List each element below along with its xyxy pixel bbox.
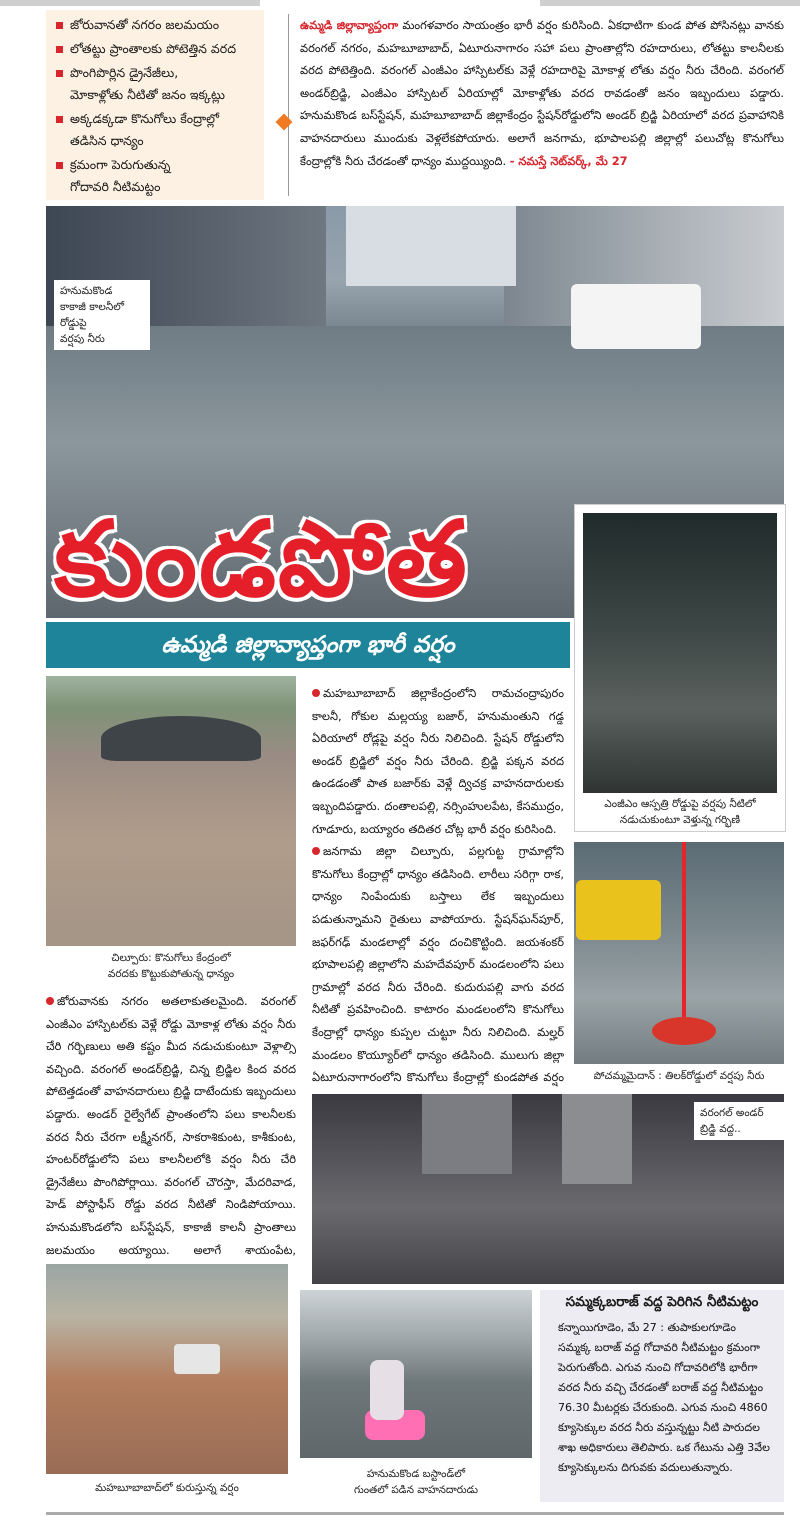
highlights-box (46, 10, 264, 200)
photo-caption: హనుమకొండ బస్టాండ్‌లో గుంతలో పడిన వాహనదారుడు (353, 1468, 479, 1496)
middle-column-text (312, 682, 564, 1134)
main-photo-caption: హనుమకొండ కాకాజీ కాలనీలో రోడ్డుపై వర్షపు నీరు (54, 280, 150, 350)
highlight-item: క్రమంగా పెరుగుతున్న గోదావరి నీటిమట్టం (56, 154, 170, 198)
sub-headline-banner: ఉమ్మడి జిల్లావ్యాప్తంగా భారీ వర్షం (46, 622, 570, 668)
highlight-item: పొంగిపొర్లిన డ్రైనేజీలు, మోకాళ్లోతు నీటితో జనం ఇక్కట్లు (56, 62, 225, 106)
underbridge-photo (312, 1094, 784, 1284)
grain-photo (46, 676, 296, 946)
side-story-box (540, 1290, 784, 1502)
diamond-icon (276, 114, 293, 131)
paragraph: జనగామ జిల్లా చిల్పూరు, పల్లగుట్ట గ్రామాల్లోని కొనుగోలు కేంద్రాల్లో ధాన్యం తడిసింది. లారీలు సరిగ్గా రాక, ధాన్యం నింపేందుకు బస్తాలు లేక ఇబ్బందులు పడుతున్నామని రైతులు వాపోయారు. స్టేషన్‌ఘన్‌పూర్, జఫర్‌గఢ్ మండలాల్లో వర్షం దంచికొట్టింది. జయశంకర్ భూపాలపల్లి జిల్లాలోని మహదేవపూర్ మండలంలోని పలు గ్రామాల్లో వరద నీరు చేరింది. కుదురుపల్లి వాగు వరద నీటితో ప్రవహించింది. కాటారం మండలంలోని కొనుగోలు కేంద్రాల్లో ధాన్యం కుప్పల చుట్టూ నీరు నిలిచింది. మల్హర్ మండలం కొయ్యూర్‌లో ధాన్యం తడిసింది. ములుగు జిల్లా ఏటూరునాగారంలోని కొనుగోలు కేంద్రాల్లో కుండపోత వర్షం (312, 844, 564, 1085)
hospital-road-photo (574, 504, 786, 832)
highlight-item: జోరువానతో నగరం జలమయం (56, 14, 219, 36)
bottom-rule (46, 1512, 784, 1515)
intro-paragraph: ఉమ్మడి జిల్లావ్యాప్తంగా మంగళవారం సాయంత్రం భారీ వర్షం కురిసింది. ఏకధాటిగా కుండ పోత పోసినట్లు వానకు వరంగల్ నగరం, మహబూబాబాద్, ఏటూరునాగారం సహా పలు ప్రాంతాల్లోని రహదారులు, లోతట్టు కాలనీలకు వరద పోటెత్తింది. వరంగల్ ఎంజీఎం హాస్పిటల్‌కు వెళ్లే రహదారిపై మోకాళ్ల లోతు వర్షం నీరు చేరింది. వరంగల్ అండర్‌బ్రిడ్జి, ఎంజీఎం హాస్పిటల్ ఏరియాల్లో మోకాళ్లోతు వరద రావడంతో జనం ఇబ్బందులు పడ్డారు. హనుమకొండ బస్‌స్టేషన్, మహబూబాబాద్ జిల్లాకేంద్రం స్టేషన్‌రోడ్డులోని అండర్ బ్రిడ్జి ఏరియాలో వరద ప్రవాహానికి వాహనదారులు ముందుకు వెళ్లలేకపోయారు. అలాగే జనగామ, భూపాలపల్లి జిల్లాల్లో పలుచోట్ల కొనుగోలు కేంద్రాల్లోకి నీరు చేరడంతో ధాన్యం ముద్దయ్యింది. - నమస్తే నెట్‌వర్క్, మే 27 (300, 18, 784, 168)
bus-stand-photo (300, 1290, 532, 1458)
paragraph: మహబూబాబాద్ జిల్లాకేంద్రంలోని రామచంద్రాపురం కాలనీ, గోకుల మల్లయ్య బజార్, హనుమంతుని గడ్డ ఏరియాలో రోడ్లపై వర్షం నీరు నిలిచింది. స్టేషన్ రోడ్డులోని అండర్ బ్రిడ్జిలో వర్షం నీరు చేరింది. బ్రిడ్జి పక్కన వరద ఉండడంతో పాత బజార్‌కు వెళ్లే ద్విచక్ర వాహనదారులకు ఇబ్బందిపడ్డారు. దంతాలపల్లి, నర్సింహులపేట, కేసముద్రం, గూడూరు, బయ్యారం తదితర చోట్ల భారీ వర్షం కురిసింది. (312, 686, 564, 836)
mahabubabad-rain-photo (46, 1264, 288, 1474)
divider (288, 14, 289, 196)
photo-caption: మహబూబాబాద్‌లో కురుస్తున్న వర్షం (95, 1482, 239, 1494)
tilak-road-photo (574, 842, 784, 1064)
side-story-text: కన్నాయిగూడెం, మే 27 : తుపాకులగూడెం సమ్మక్క బరాజ్ వద్ద గోదావరి నీటిమట్టం క్రమంగా పెరుగుతోంది. ఎగువ నుంచి గోదావరిలోకి భారీగా వరద నీరు వచ్చి చేరడంతో బరాజ్ వద్ద నీటిమట్టం 76.30 మీటర్లకు చేరుకుంది. ఎగువ నుంచి 4860 క్యూసెక్కుల వరద నీరు వస్తున్నట్టు నీటి పారుదల శాఖ అధికారులు తెలిపారు. ఒక గేటును ఎత్తి 3వేల క్యూసెక్కులను దిగువకు వదులుతున్నారు. (558, 1321, 770, 1474)
photo-caption: చిల్పూరు: కొనుగోలు కేంద్రంలో వరదకు కొట్టుకుపోతున్న ధాన్యం (107, 952, 235, 980)
side-story-title: సమ్మక్కబరాజ్ వద్ద పెరిగిన నీటిమట్టం (565, 1294, 759, 1310)
left-column-text: జోరువానకు నగరం అతలాకుతలమైంది. వరంగల్ ఎంజీఎం హాస్పిటల్‌కు వెళ్లే రోడ్డు మోకాళ్ల లోతు వర్షం నీరు చేరి గర్భిణులు అతి కష్టం మీద నడుచుకుంటూ వెళ్లాల్సి వచ్చింది. వరంగల్ అండర్‌బ్రిడ్జి, చిన్న బ్రిడ్జిల కింద వరద పోటెత్తడంతో వాహనదారులు బ్రిడ్జి దాటేందుకు ఇబ్బందులు పడ్డారు. అండర్ రైల్వేగేట్ ప్రాంతంలోని పలు కాలనీలకు వరద నీరు చేరగా లక్ష్మీనగర్, సాకరాశికుంట, కాశీకుంట, హంటర్‌రోడ్డులోని పలు కాలనీలలోకి వర్షం నీరు చేరి డ్రైనేజీలు పొంగిపోర్లాయి. వరంగల్ చౌరస్తా, మేదరివాడ, హెడ్ పోస్టాఫీస్ రోడ్డు వరద నీటితో నిండిపోయాయి. హనుమకొండలోని బస్‌స్టేషన్, కాకాజీ కాలనీ ప్రాంతాలు జలమయం అయ్యాయి. అలాగే శాయంపేట, (46, 994, 296, 1257)
highlight-item: అక్కడక్కడా కొనుగోలు కేంద్రాల్లో తడిసిన ధాన్యం (56, 108, 219, 152)
credit-line: - నమస్తే నెట్‌వర్క్, మే 27 (509, 153, 628, 168)
photo-caption: వరంగల్ అండర్ బ్రిడ్జి వద్ద.. (694, 1102, 784, 1140)
photo-caption: పోచమ్మమైదాన్ : తిలక్‌రోడ్డులో వర్షపు నీరు (593, 1070, 765, 1082)
top-rule (0, 0, 800, 6)
headline: కుండపోత (54, 497, 469, 620)
photo-caption: ఎంజీఎం ఆస్పత్రి రోడ్డుపై వర్షపు నీటిలో నడుచుకుంటూ వెళ్తున్న గర్భిణి (604, 798, 756, 826)
highlight-item: లోతట్టు ప్రాంతాలకు పోటెత్తిన వరద (56, 38, 236, 60)
